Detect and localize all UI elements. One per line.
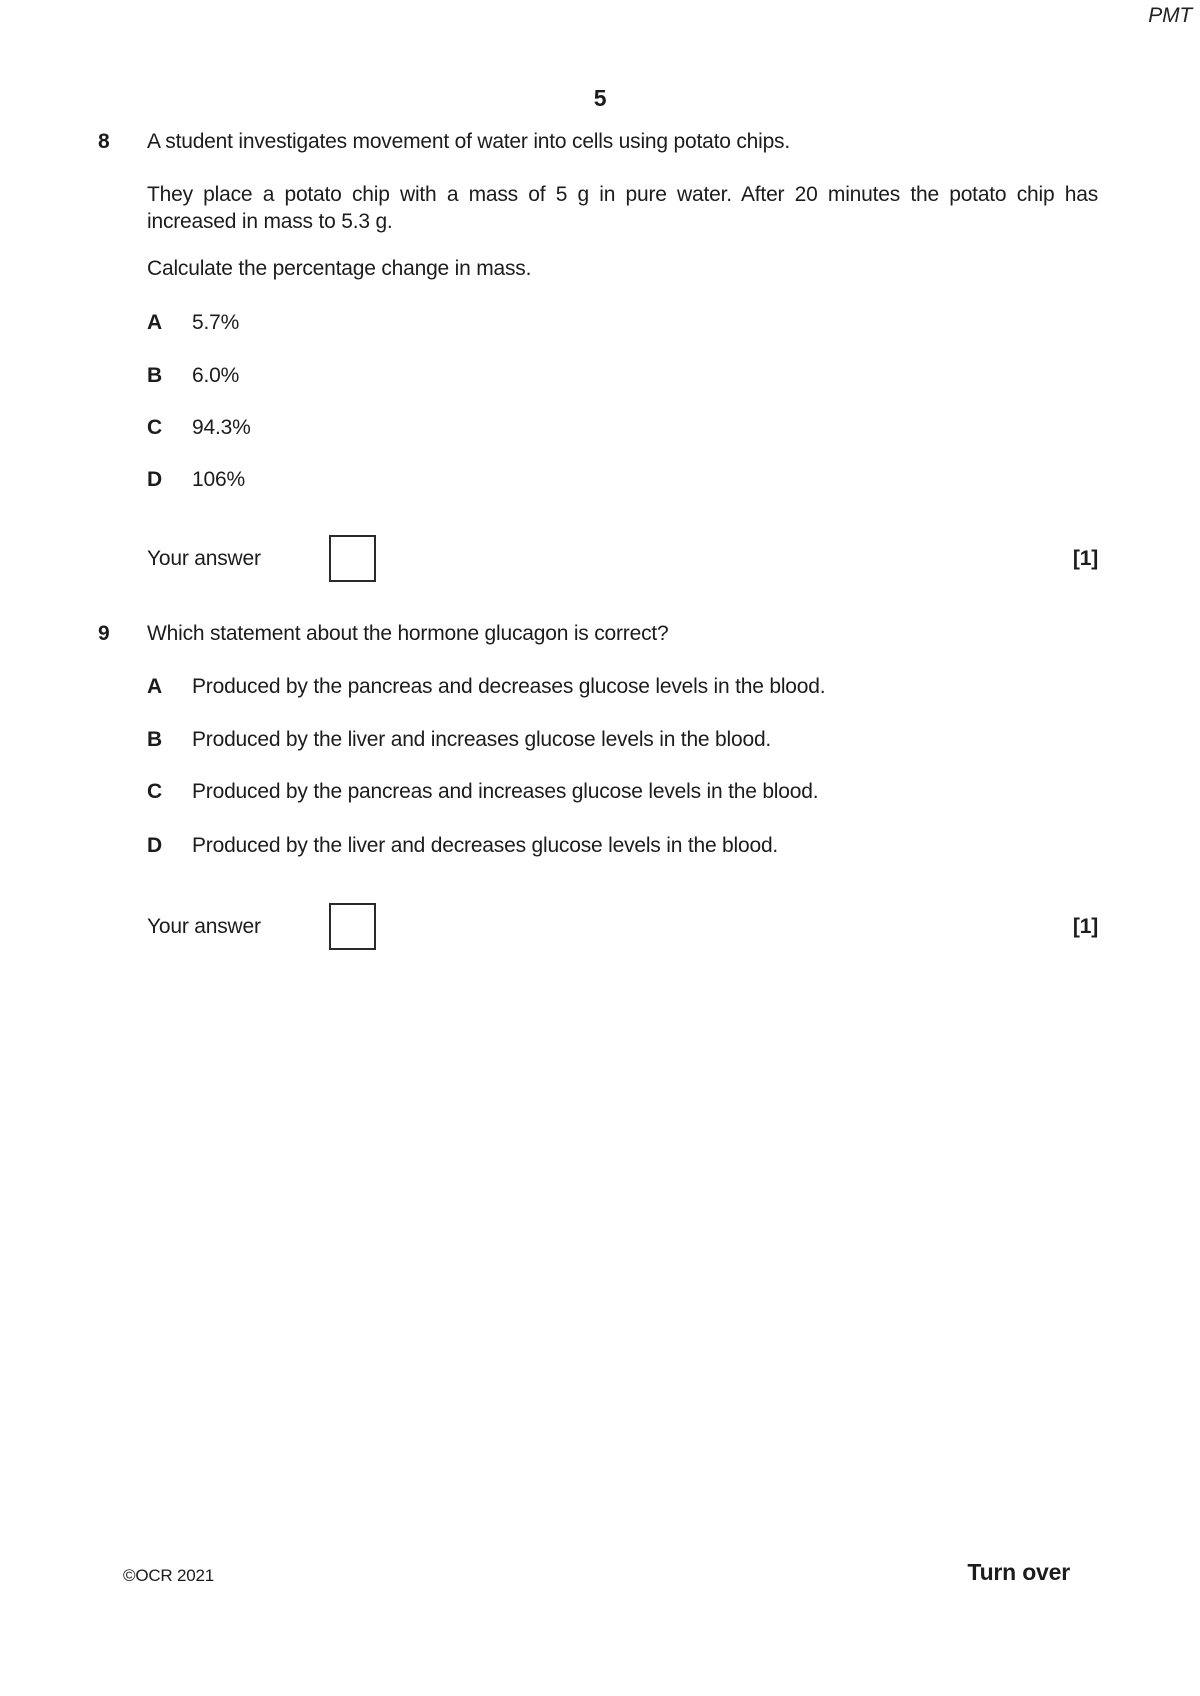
option-letter: D bbox=[147, 468, 162, 491]
question-8-paragraph: They place a potato chip with a mass of 5 g in pure water. After 20 minutes the potato chip has increased in mass to 5.3 g. bbox=[147, 183, 1098, 233]
question-9-number: 9 bbox=[98, 622, 110, 645]
turn-over-label: Turn over bbox=[967, 1559, 1070, 1585]
option-text: Produced by the pancreas and decreases glucose levels in the blood. bbox=[192, 675, 826, 698]
pmt-watermark: PMT bbox=[1148, 4, 1192, 27]
question-9-option-c bbox=[147, 780, 818, 804]
question-8-option-d bbox=[147, 468, 245, 492]
option-text: 94.3% bbox=[192, 416, 251, 439]
question-8-option-a bbox=[147, 311, 239, 335]
question-9-text: Which statement about the hormone glucagon is correct? bbox=[147, 622, 669, 645]
question-8-option-b bbox=[147, 364, 239, 388]
option-text: Produced by the liver and decreases glucose levels in the blood. bbox=[192, 834, 779, 857]
page-number: 5 bbox=[593, 85, 607, 111]
option-letter: D bbox=[147, 834, 162, 857]
option-text: 6.0% bbox=[192, 364, 240, 387]
question-8-instruction: Calculate the percentage change in mass. bbox=[147, 257, 532, 280]
question-9-option-d bbox=[147, 834, 778, 858]
question-9-answer-box[interactable] bbox=[329, 903, 376, 950]
question-8-answer-label: Your answer bbox=[147, 547, 261, 570]
question-8-number: 8 bbox=[98, 130, 110, 153]
option-letter: A bbox=[147, 675, 162, 698]
copyright-notice: ©OCR 2021 bbox=[123, 1566, 215, 1585]
option-letter: C bbox=[147, 780, 162, 803]
option-letter: B bbox=[147, 364, 162, 387]
option-text: Produced by the liver and increases glucose levels in the blood. bbox=[192, 728, 772, 751]
question-9-title bbox=[98, 622, 669, 646]
option-text: 106% bbox=[192, 468, 245, 491]
option-text: Produced by the pancreas and increases glucose levels in the blood. bbox=[192, 780, 819, 803]
question-9-marks: [1] bbox=[1072, 915, 1098, 938]
question-8-answer-box[interactable] bbox=[329, 535, 376, 582]
question-8-marks: [1] bbox=[1072, 547, 1098, 570]
question-9-answer-label: Your answer bbox=[147, 915, 261, 938]
option-letter: C bbox=[147, 416, 162, 439]
option-letter: B bbox=[147, 728, 162, 751]
option-text: 5.7% bbox=[192, 311, 240, 334]
question-9-option-b bbox=[147, 728, 771, 752]
question-9-option-a bbox=[147, 675, 825, 699]
question-8-title bbox=[98, 130, 790, 154]
question-8-text: A student investigates movement of water into cells using potato chips. bbox=[147, 130, 790, 153]
option-letter: A bbox=[147, 311, 162, 334]
question-8-option-c bbox=[147, 416, 251, 440]
